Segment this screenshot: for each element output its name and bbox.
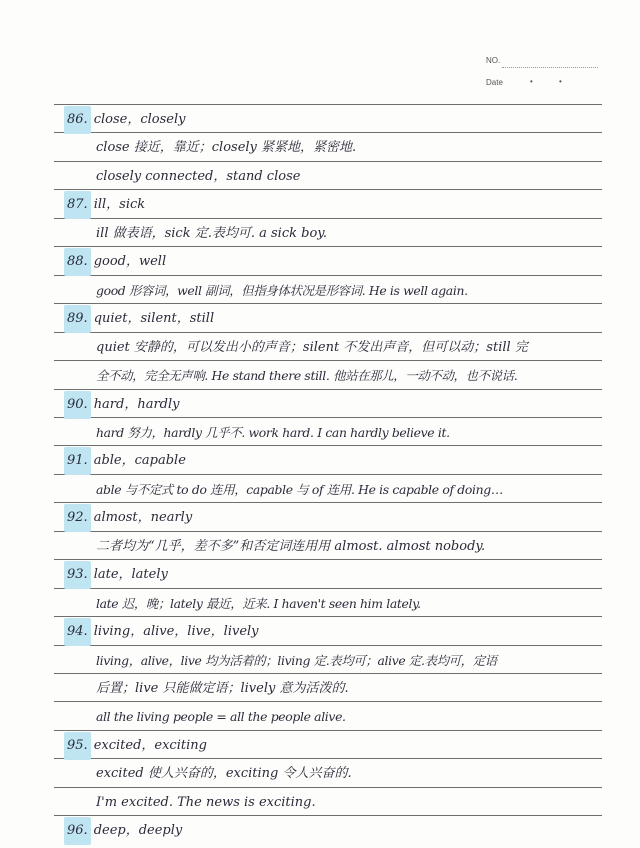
entry-heading	[64, 561, 574, 589]
note-line: late 迟，晚；lately 最近，近来. I haven't seen him lately.	[96, 595, 421, 611]
entry-number: 92.	[64, 504, 91, 532]
entry-number: 86.	[64, 106, 91, 134]
note-line: good 形容词，well 副词，但指身体状况是形容词. He is well again.	[96, 282, 468, 298]
note-line: I'm excited. The news is exciting.	[96, 794, 316, 810]
entry-number: 93.	[64, 561, 91, 589]
entry-heading	[64, 248, 574, 276]
entry-number: 89.	[64, 305, 91, 333]
entry-title: excited，exciting	[93, 737, 207, 753]
note-line: 后置；live 只能做定语；lively 意为活泼的.	[96, 681, 349, 696]
entry-number: 91.	[64, 447, 91, 475]
entry-title: able，capable	[93, 453, 186, 469]
entry-heading	[64, 106, 574, 134]
entry-title: hard，hardly	[93, 396, 180, 412]
note-line: quiet 安静的，可以发出小的声音；silent 不发出声音，但可以动；still 完	[96, 339, 528, 355]
entry-heading	[64, 817, 574, 845]
note-line: living，alive，live 均为活着的；living 定.表均可；alive 定.表均可，定语	[96, 652, 497, 668]
entry-number: 88.	[64, 248, 91, 276]
note-line: close 接近，靠近；closely 紧紧地，紧密地.	[96, 140, 357, 156]
entry-title: late，lately	[93, 567, 168, 583]
entry-title: living，alive，live，lively	[93, 624, 259, 640]
entry-number: 94.	[64, 618, 91, 646]
entry-number: 96.	[64, 817, 91, 845]
entry-heading	[64, 447, 574, 475]
entry-title: ill，sick	[93, 197, 146, 213]
entry-title: almost，nearly	[93, 510, 193, 526]
date-dots: • •	[530, 77, 574, 86]
entry-number: 87.	[64, 191, 91, 219]
note-line: able 与不定式 to do 连用，capable 与 of 连用. He is capable of doing…	[96, 481, 503, 497]
date-label: Date	[486, 78, 503, 87]
no-label: NO.	[486, 56, 501, 65]
entry-heading	[64, 191, 574, 219]
note-line: excited 使人兴奋的，exciting 令人兴奋的.	[96, 766, 352, 782]
entry-title: good，well	[93, 254, 167, 270]
entry-heading	[64, 391, 574, 419]
entry-title: deep，deeply	[93, 823, 183, 839]
note-line: 全不动，完全无声响. He stand there still. 他站在那儿，一动不动，也不说话.	[96, 368, 518, 384]
entry-number: 95.	[64, 732, 91, 760]
entry-number: 90.	[64, 391, 91, 419]
entry-heading	[64, 504, 574, 532]
note-line: 二者均为“几乎，差不多”和否定词连用用 almost. almost nobody.	[96, 538, 486, 554]
entry-heading	[64, 305, 574, 333]
note-line: ill 做表语，sick 定.表均可. a sick boy.	[96, 225, 328, 241]
note-line: closely connected，stand close	[96, 168, 301, 184]
entry-heading	[64, 732, 574, 760]
note-line: all the living people = all the people alive.	[96, 709, 346, 725]
note-line: hard 努力，hardly 几乎不. work hard. I can hardly believe it.	[96, 424, 450, 440]
entry-heading	[64, 618, 574, 646]
entry-title: close，closely	[93, 112, 186, 127]
entry-title: quiet，silent，still	[93, 311, 215, 327]
